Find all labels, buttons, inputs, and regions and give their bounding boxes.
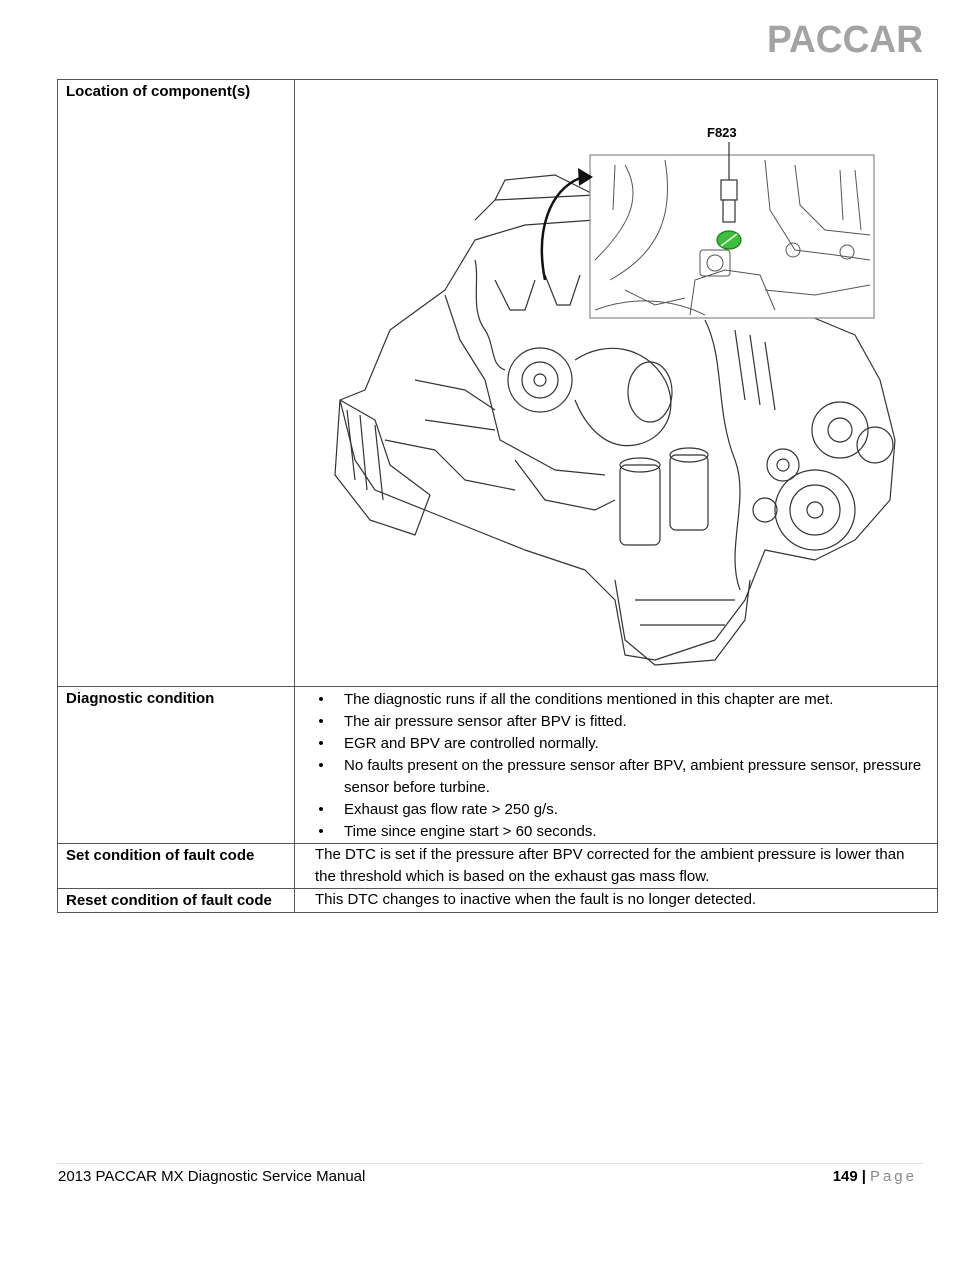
reset-condition-label: Reset condition of fault code (58, 889, 295, 913)
list-item: • Exhaust gas flow rate > 250 g/s. (315, 799, 925, 821)
callout-label: F823 (707, 125, 737, 140)
diagnostic-content (295, 687, 938, 844)
set-condition-text: The DTC is set if the pressure after BPV corrected for the ambient pressure is lower than the threshold which is based on the exhaust gas mass flow. (295, 844, 938, 889)
page-separator: | (861, 1168, 866, 1185)
logo-text: PACCAR (767, 20, 923, 56)
bullet-icon: • (318, 757, 324, 774)
reset-condition-text: This DTC changes to inactive when the fault is no longer detected. (295, 889, 938, 913)
reset-condition-row (58, 889, 938, 913)
footer-divider (57, 1163, 923, 1164)
bullet-icon: • (318, 801, 324, 818)
curved-arrow-icon (542, 168, 593, 280)
bullet-icon: • (318, 713, 324, 730)
page-number: 149 (832, 1168, 858, 1185)
footer-manual-title: 2013 PACCAR MX Diagnostic Service Manual (58, 1168, 366, 1185)
engine-illustration (295, 80, 925, 685)
set-condition-label: Set condition of fault code (58, 844, 295, 889)
list-item: • The air pressure sensor after BPV is fitted. (315, 711, 925, 733)
diagnostic-label: Diagnostic condition (58, 687, 295, 844)
list-item: • No faults present on the pressure sensor after BPV, ambient pressure sensor, pressure sensor before turbine. (315, 755, 925, 799)
paccar-logo (767, 20, 925, 56)
list-item: • The diagnostic runs if all the conditions mentioned in this chapter are met. (315, 689, 925, 711)
location-figure-cell (295, 80, 938, 687)
list-item: • EGR and BPV are controlled normally. (315, 733, 925, 755)
footer-page-info (833, 1168, 917, 1185)
bullet-icon: • (318, 691, 324, 708)
list-item: • Time since engine start > 60 seconds. (315, 821, 925, 843)
diagnostic-list (315, 687, 925, 843)
location-label: Location of component(s) (58, 80, 295, 687)
set-condition-row (58, 844, 938, 889)
bullet-icon: • (318, 735, 324, 752)
page-word: Page (869, 1168, 917, 1185)
bullet-icon: • (318, 823, 324, 840)
sensor-inset (590, 142, 874, 318)
diagnostic-row (58, 687, 938, 844)
location-row (58, 80, 938, 687)
engine-figure (295, 80, 925, 685)
diagnostic-spec-table (57, 79, 938, 913)
